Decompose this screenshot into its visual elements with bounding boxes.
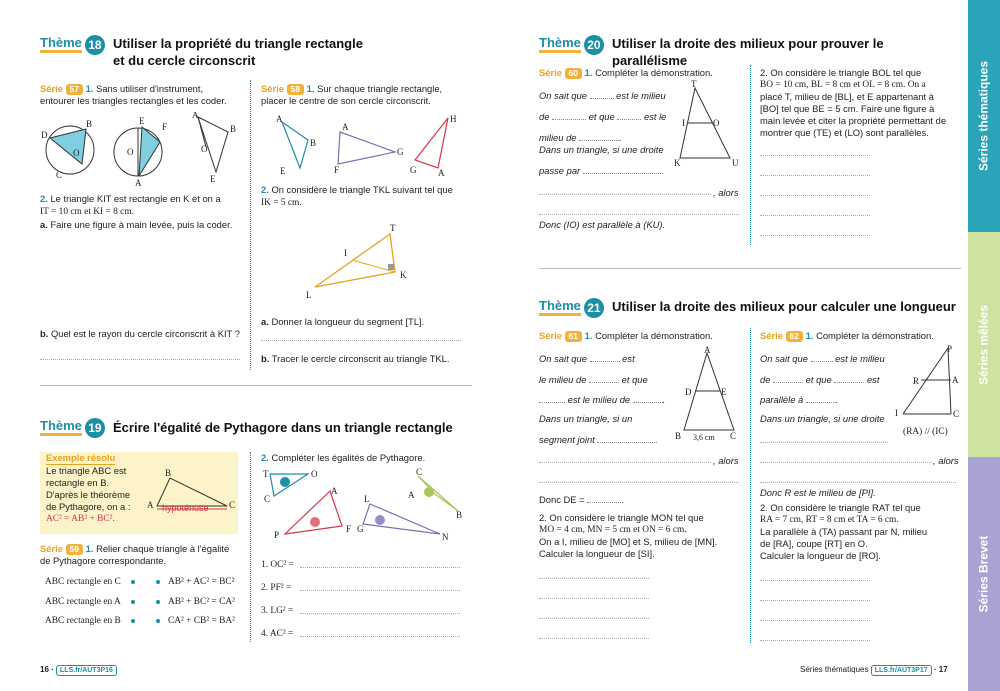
serie-label: Série	[40, 543, 63, 554]
question-line: de [RA], coupe [RT] en O.	[760, 538, 868, 550]
svg-text:C: C	[730, 431, 737, 441]
match-item: ABC rectangle en B	[45, 616, 121, 626]
question-text: Sur chaque triangle rectangle,	[317, 83, 443, 94]
question-line: RA = 7 cm, RT = 8 cm et TA = 6 cm.	[760, 515, 899, 526]
svg-text:B: B	[456, 510, 463, 520]
answer-line[interactable]	[300, 613, 460, 614]
svg-text:F: F	[162, 122, 168, 132]
right-triangles-figure	[270, 110, 470, 180]
demo-text: de	[539, 111, 550, 122]
svg-text:O: O	[73, 148, 80, 158]
answer-line[interactable]	[539, 214, 739, 215]
svg-text:E: E	[721, 387, 727, 397]
theme-20-header	[539, 35, 604, 55]
answer-line[interactable]	[300, 567, 460, 568]
match-dot[interactable]	[131, 619, 135, 623]
svg-text:B: B	[165, 468, 172, 478]
serie-badge: 59	[66, 544, 83, 555]
svg-text:A: A	[147, 500, 154, 510]
question-text: IK = 5 cm.	[261, 198, 302, 209]
question-line: MO = 4 cm, MN = 5 cm et ON = 6 cm.	[539, 525, 687, 536]
match-right-3	[156, 615, 235, 627]
demo-text: milieu de	[539, 132, 577, 143]
subquestion-label: b.	[40, 328, 49, 339]
serie-59-prompt	[40, 543, 245, 567]
answer-line[interactable]	[760, 580, 870, 581]
column-divider	[250, 80, 251, 370]
question-text: On considère le triangle TKL suivant tel que	[271, 184, 453, 195]
svg-text:G: G	[410, 165, 417, 175]
equation-label: 2. PF² =	[261, 583, 292, 593]
question-text: Compléter la démonstration.	[595, 330, 713, 341]
question-text: IT = 10 cm et KI = 8 cm.	[40, 207, 134, 218]
question-number: 1.	[85, 543, 94, 554]
demo-line: Donc DE = .	[539, 494, 624, 505]
question-text: Compléter la démonstration.	[595, 67, 713, 78]
svg-text:N: N	[442, 532, 449, 542]
column-divider	[750, 65, 751, 245]
demo-line	[539, 434, 657, 446]
triangles-circles-figure	[38, 112, 243, 187]
example-line: de Pythagore, on a :	[46, 501, 131, 513]
theme-number: 18	[85, 35, 105, 55]
match-item: ABC rectangle en C	[45, 577, 121, 587]
theme-18-title	[113, 36, 413, 69]
equation-2	[261, 582, 291, 594]
serie-label: Série	[760, 330, 783, 341]
demo-text: , alors	[713, 455, 739, 466]
svg-text:H: H	[450, 114, 457, 124]
answer-line[interactable]	[760, 215, 870, 216]
svg-text:F: F	[334, 165, 340, 175]
serie-62-prompt	[760, 330, 934, 342]
hypotenuse-label: hypoténuse	[162, 503, 209, 513]
sidebar	[968, 0, 1000, 691]
answer-line[interactable]	[760, 620, 870, 621]
svg-text:A: A	[704, 345, 711, 355]
question-line: La parallèle à (TA) passant par N, milieu	[760, 526, 928, 538]
tab-series-thematiques[interactable]	[968, 0, 1000, 232]
serie-badge: 60	[565, 68, 582, 79]
svg-text:L: L	[364, 494, 370, 504]
page-link-code[interactable]: LLS.fr/AUT3P16	[56, 665, 117, 676]
svg-text:A: A	[952, 375, 959, 385]
tkl-question-a	[261, 316, 471, 328]
kit-question: 2. Le triangle KIT est rectangle en K et on a IT = 10 cm et KI = 8 cm.	[40, 193, 221, 218]
theme-label: Thème	[539, 299, 581, 316]
column-divider	[750, 328, 751, 643]
svg-text:A: A	[331, 486, 338, 496]
svg-text:O: O	[127, 147, 134, 157]
demo-text: et que	[805, 374, 832, 385]
column-divider	[250, 452, 251, 642]
question-text: Sans utiliser d'instrument,	[96, 83, 204, 94]
svg-text:F: F	[346, 524, 352, 534]
equation-label: 4. AC² =	[261, 629, 294, 639]
theme-label: Thème	[539, 36, 581, 53]
demo-text: est	[622, 353, 635, 364]
question-line: main levée et citer la propriété permettant de	[760, 115, 947, 127]
serie-label: Série	[40, 83, 63, 94]
svg-text:C: C	[264, 494, 271, 504]
svg-text:D: D	[41, 130, 48, 140]
question-text: Donner la longueur du segment [TL].	[271, 316, 425, 327]
serie-label: Série	[539, 330, 562, 341]
demo-text: et que	[588, 111, 615, 122]
demo-text: est le milieu	[835, 353, 885, 364]
match-left-1	[45, 576, 135, 588]
svg-text:I: I	[682, 118, 685, 128]
serie-57-prompt	[40, 83, 245, 107]
kit-question-b	[40, 328, 245, 340]
svg-text:O: O	[201, 144, 208, 154]
svg-text:O: O	[713, 118, 720, 128]
question-line: [BO] tel que BE = 5 cm. Faire une figure à	[760, 103, 935, 115]
answer-line[interactable]	[760, 155, 870, 156]
svg-text:L: L	[306, 290, 312, 300]
svg-text:C: C	[229, 500, 236, 510]
page-link-code[interactable]: LLS.fr/AUT3P17	[871, 665, 932, 676]
equation-3	[261, 605, 293, 617]
section-divider	[539, 268, 961, 269]
dimension-label: 3,6 cm	[693, 433, 715, 442]
kit-question-a	[40, 219, 245, 231]
theme-number: 20	[584, 35, 604, 55]
demo-text: est le	[643, 111, 667, 122]
demo-text: Dans un triangle, si un	[539, 413, 633, 424]
demo-text: On sait que	[539, 353, 587, 364]
svg-text:A: A	[192, 112, 199, 120]
bol-question	[760, 67, 960, 139]
svg-text:B: B	[675, 431, 682, 441]
example-title: Exemple résolu	[46, 452, 115, 465]
answer-line[interactable]	[760, 462, 932, 463]
question-line: BO = 10 cm, BL = 8 cm et OL = 8 cm. On a	[760, 80, 926, 91]
answer-line[interactable]	[760, 482, 956, 483]
theme-20-title: Utiliser la droite des milieux pour prouver le parallélisme	[612, 36, 884, 68]
answer-line[interactable]	[261, 340, 461, 341]
svg-text:E: E	[139, 116, 145, 126]
pythagore-q2: 2. Compléter les égalités de Pythagore.	[261, 452, 426, 463]
footer-right	[800, 665, 948, 676]
theme-18-header	[40, 35, 105, 55]
answer-line[interactable]	[539, 578, 649, 579]
question-text: Compléter la démonstration.	[816, 330, 934, 341]
svg-text:B: B	[86, 119, 93, 129]
answer-line[interactable]	[760, 175, 870, 176]
serie-badge: 57	[66, 84, 83, 95]
svg-text:D: D	[685, 387, 692, 397]
svg-text:G: G	[397, 147, 404, 157]
demo-text: , alors	[933, 455, 959, 466]
demo-line	[539, 374, 648, 386]
svg-text:A: A	[276, 114, 283, 124]
svg-text:C: C	[953, 409, 960, 419]
question-text: Le triangle KIT est rectangle en K et on a	[50, 193, 221, 204]
ratpic-figure	[893, 344, 965, 424]
answer-line[interactable]	[539, 462, 711, 463]
example-text	[46, 465, 146, 525]
question-text: Tracer le cercle circonscrit au triangle TKL.	[271, 353, 450, 364]
tkl-triangle-figure	[300, 222, 420, 302]
match-left-2	[45, 596, 135, 608]
answer-line[interactable]	[760, 195, 870, 196]
match-dot[interactable]	[131, 600, 135, 604]
demo-text: Dans un triangle, si une droite	[760, 413, 885, 424]
demo-text: passe par	[539, 165, 581, 176]
svg-text:P: P	[947, 344, 953, 354]
match-dot[interactable]	[156, 600, 160, 604]
tkl-question: 2. On considère le triangle TKL suivant tel que IK = 5 cm.	[261, 184, 453, 209]
match-item: AB² + BC² = CA²	[168, 597, 235, 607]
answer-line[interactable]	[539, 194, 711, 195]
serie-badge: 61	[565, 331, 582, 342]
demo-text: est le milieu de	[567, 394, 631, 405]
svg-text:E: E	[280, 166, 286, 176]
example-line: D'après le théorème	[46, 489, 131, 501]
question-line: placé T, milieu de [BL], et E appartenant à	[760, 91, 934, 103]
tab-label: Séries thématiques	[976, 60, 991, 172]
demo-line	[539, 111, 666, 123]
match-dot[interactable]	[156, 580, 160, 584]
subquestion-label: a.	[261, 316, 269, 327]
svg-text:K: K	[400, 270, 407, 280]
answer-line[interactable]	[300, 636, 460, 637]
section-divider	[40, 385, 472, 386]
question-number: 1.	[584, 330, 593, 341]
answer-line[interactable]	[40, 359, 240, 360]
svg-text:B: B	[230, 124, 237, 134]
svg-text:U: U	[732, 158, 739, 168]
svg-text:E: E	[210, 174, 216, 184]
example-line: Le triangle ABC est	[46, 465, 127, 476]
equation-1	[261, 559, 294, 571]
equation-label: 3. LG² =	[261, 606, 294, 616]
tkl-question-b	[261, 353, 471, 365]
demo-text: segment joint	[539, 434, 595, 445]
match-right-1	[156, 576, 234, 588]
question-number: 1.	[306, 83, 315, 94]
demo-conclusion: Donc R est le milieu de [PI].	[760, 487, 876, 498]
question-line: 2. On considère le triangle RAT tel que	[760, 502, 921, 513]
match-item: AB² + AC² = BC²	[168, 577, 235, 587]
demo-text: On sait que	[760, 353, 808, 364]
demo-line: milieu de .	[539, 132, 622, 143]
theme-title-line: et du cercle circonscrit	[113, 52, 256, 68]
demo-text: le milieu de	[539, 374, 587, 385]
page-number: · 17	[933, 665, 948, 674]
answer-line[interactable]	[539, 482, 739, 483]
theme-19-header	[40, 418, 105, 438]
svg-text:C: C	[416, 467, 423, 477]
svg-text:O: O	[311, 469, 318, 479]
pythagore-triangles-figure	[260, 466, 470, 546]
demo-text: Donc DE =	[539, 494, 585, 505]
svg-text:I: I	[344, 248, 347, 258]
svg-text:T: T	[390, 223, 396, 233]
answer-line[interactable]	[760, 600, 870, 601]
serie-61-prompt	[539, 330, 713, 342]
svg-text:A: A	[438, 168, 445, 178]
demo-line: est le milieu de .	[539, 394, 665, 406]
question-text: de Pythagore correspondante.	[40, 555, 167, 567]
theme-title-line: Utiliser la propriété du triangle rectangle	[113, 36, 363, 51]
answer-line[interactable]	[300, 590, 460, 591]
tab-label: Séries mêlées	[976, 304, 991, 385]
serie-58-prompt	[261, 83, 471, 107]
page-number: 16 ·	[40, 665, 54, 674]
match-left-3	[45, 615, 135, 627]
theme-number: 19	[85, 418, 105, 438]
serie-badge: 58	[287, 84, 304, 95]
demo-text: parallèle à	[760, 394, 804, 405]
tab-label: Séries Brevet	[976, 535, 991, 613]
demo-line	[539, 90, 666, 102]
demo-text: de	[760, 374, 771, 385]
example-formula: AC² = AB² + BC².	[46, 514, 115, 525]
svg-text:T: T	[263, 469, 269, 479]
tab-series-melees[interactable]	[968, 232, 1000, 457]
question-number: 1.	[85, 83, 94, 94]
answer-line[interactable]	[539, 618, 649, 619]
serie-label: Série	[539, 67, 562, 78]
question-line: 2. On considère le triangle BOL tel que	[760, 67, 922, 78]
svg-text:G: G	[357, 524, 364, 534]
demo-text: est	[866, 374, 880, 385]
question-text: Compléter les égalités de Pythagore.	[271, 452, 426, 463]
svg-text:A: A	[135, 178, 142, 187]
match-dot[interactable]	[131, 580, 135, 584]
question-text: entourer les triangles rectangles et les coder.	[40, 95, 227, 107]
match-right-2	[156, 596, 235, 608]
serie-label: Série	[261, 83, 284, 94]
demo-text: , alors	[713, 187, 739, 198]
svg-text:A: A	[342, 122, 349, 132]
example-line: rectangle en B.	[46, 477, 110, 489]
theme-21-title: Utiliser la droite des milieux pour calculer une longueur	[612, 299, 956, 314]
svg-text:I: I	[895, 408, 898, 418]
demo-line: parallèle à .	[760, 394, 839, 405]
abc-triangle-figure	[672, 345, 747, 443]
svg-text:C: C	[56, 170, 63, 180]
mon-question	[539, 512, 744, 560]
theme-label: Thème	[40, 36, 82, 53]
question-line: Calculer la longueur de [SI].	[539, 548, 655, 560]
svg-text:B: B	[310, 138, 317, 148]
theme-21-header	[539, 298, 604, 318]
demo-line	[760, 353, 885, 365]
demo-text: On sait que	[539, 90, 587, 101]
svg-text:P: P	[274, 530, 280, 540]
demo-text: et que	[621, 374, 648, 385]
answer-line[interactable]	[539, 638, 649, 639]
svg-text:A: A	[408, 490, 415, 500]
theme-label: Thème	[40, 419, 82, 436]
match-item: ABC rectangle en A	[45, 597, 121, 607]
footer-left	[40, 665, 117, 676]
theme-19-title: Écrire l'égalité de Pythagore dans un triangle rectangle	[113, 420, 453, 435]
question-text: Faire une figure à main levée, puis la coder.	[50, 219, 233, 230]
question-line: 2. On considère le triangle MON tel que	[539, 512, 704, 523]
question-text: Relier chaque triangle à l'égalité	[96, 543, 230, 554]
tku-triangle-figure	[670, 78, 745, 173]
question-number: 1.	[805, 330, 814, 341]
subquestion-label: b.	[261, 353, 270, 364]
demo-text: Dans un triangle, si une droite	[539, 144, 664, 155]
subquestion-label: a.	[40, 219, 48, 230]
question-line: montrer que (TE) et (LO) sont parallèles.	[760, 127, 929, 139]
match-dot[interactable]	[156, 619, 160, 623]
demo-line	[539, 165, 663, 177]
theme-number: 21	[584, 298, 604, 318]
answer-line[interactable]	[760, 442, 888, 443]
parallel-note: (RA) // (IC)	[903, 427, 948, 437]
question-line: Calculer la longueur de [RO].	[760, 550, 881, 562]
answer-line[interactable]	[760, 235, 870, 236]
question-text: placer le centre de son cercle circonscrit.	[261, 95, 431, 107]
question-text: Quel est le rayon du cercle circonscrit à KIT ?	[50, 328, 240, 339]
equation-label: 1. OC² =	[261, 560, 294, 570]
svg-text:T: T	[691, 79, 697, 89]
demo-line	[539, 353, 635, 365]
footer-section: Séries thématiques	[800, 665, 869, 674]
svg-text:K: K	[674, 158, 681, 168]
svg-text:R: R	[913, 376, 920, 386]
answer-line[interactable]	[539, 598, 649, 599]
demo-conclusion: Donc (IO) est parallèle à (KU).	[539, 219, 666, 230]
question-line: On a I, milieu de [MO] et S, milieu de [MN].	[539, 536, 718, 548]
question-number: 1.	[584, 67, 593, 78]
answer-line[interactable]	[760, 640, 870, 641]
demo-line	[760, 374, 879, 386]
serie-badge: 62	[786, 331, 803, 342]
equation-4	[261, 628, 293, 640]
tab-series-brevet[interactable]	[968, 457, 1000, 691]
match-item: CA² + CB² = BA²	[168, 616, 235, 626]
demo-text: est le milieu	[616, 90, 666, 101]
rat-question	[760, 502, 960, 562]
